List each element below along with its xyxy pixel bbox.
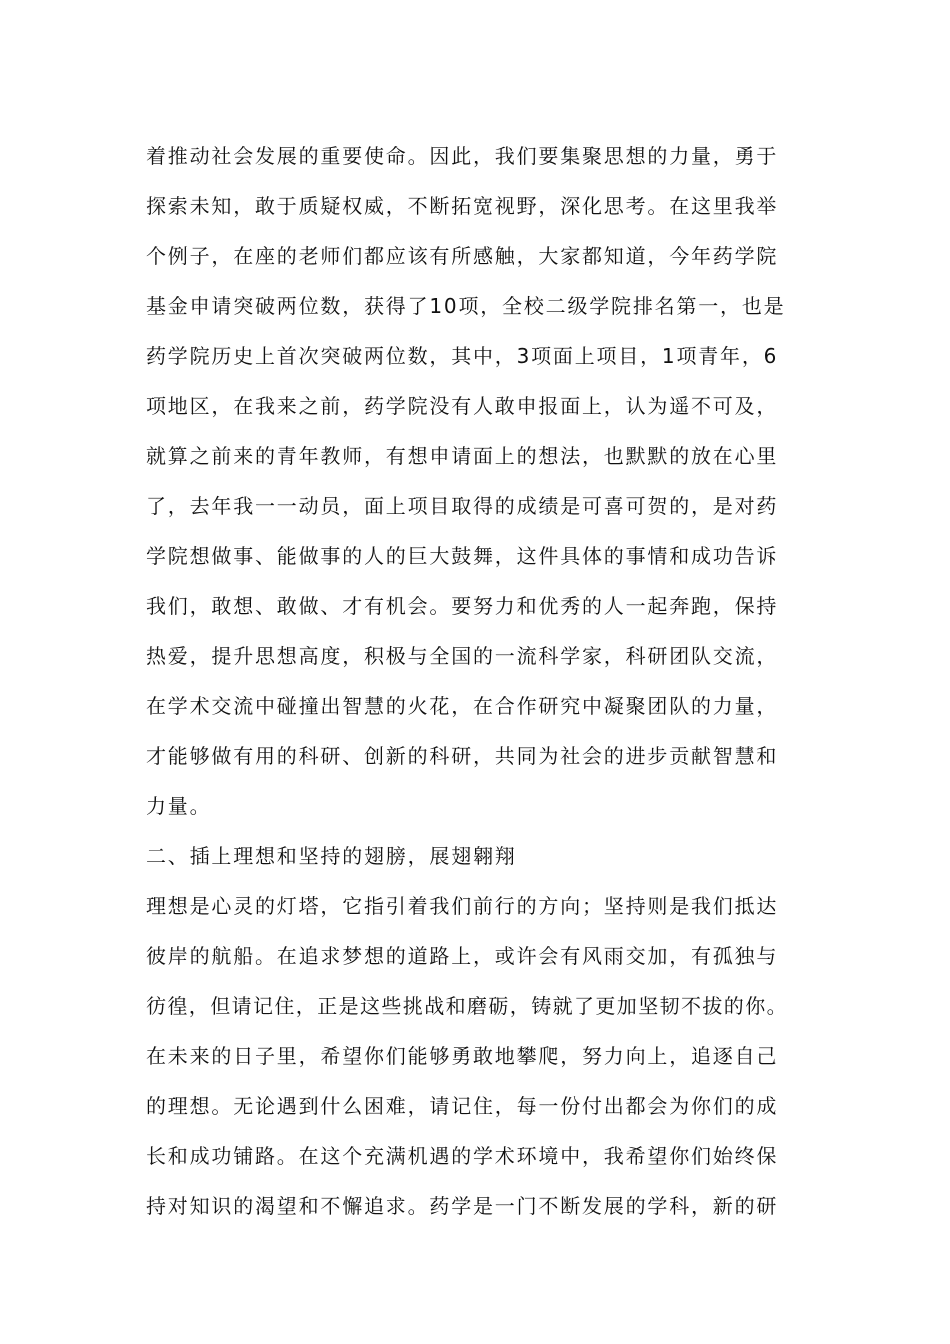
paragraph-line: 了，去年我一一动员，面上项目取得的成绩是可喜可贺的，是对药 <box>146 494 779 518</box>
paragraph-line: 探索未知，敢于质疑权威，不断拓宽视野，深化思考。在这里我举 <box>146 194 779 218</box>
paragraph-line: 才能够做有用的科研、创新的科研，共同为社会的进步贡献智慧和 <box>146 744 779 768</box>
paragraph-line: 我们，敢想、敢做、才有机会。要努力和优秀的人一起奔跑，保持 <box>146 594 779 618</box>
paragraph-line: 彼岸的航船。在追求梦想的道路上，或许会有风雨交加，有孤独与 <box>146 944 779 968</box>
paragraph-line: 的理想。无论遇到什么困难，请记住，每一份付出都会为你们的成 <box>146 1094 779 1118</box>
paragraph-line: 着推动社会发展的重要使命。因此，我们要集聚思想的力量，勇于 <box>146 144 779 168</box>
section-heading: 二、插上理想和坚持的翅膀，展翅翱翔 <box>146 844 517 868</box>
paragraph-line: 在学术交流中碰撞出智慧的火花，在合作研究中凝聚团队的力量， <box>146 694 779 718</box>
paragraph-line: 理想是心灵的灯塔，它指引着我们前行的方向；坚持则是我们抵达 <box>146 894 779 918</box>
paragraph-line: 彷徨，但请记住，正是这些挑战和磨砺，铸就了更加坚韧不拔的你。 <box>146 994 788 1018</box>
paragraph-line: 长和成功铺路。在这个充满机遇的学术环境中，我希望你们始终保 <box>146 1144 779 1168</box>
paragraph-line: 药学院历史上首次突破两位数，其中，3项面上项目，1项青年，6 <box>146 344 779 368</box>
paragraph-line: 就算之前来的青年教师，有想申请面上的想法，也默默的放在心里 <box>146 444 779 468</box>
paragraph-line: 个例子，在座的老师们都应该有所感触，大家都知道，今年药学院 <box>146 244 779 268</box>
paragraph-line: 在未来的日子里，希望你们能够勇敢地攀爬，努力向上，追逐自己 <box>146 1044 779 1068</box>
document-body <box>146 131 816 1231</box>
paragraph-line: 力量。 <box>146 794 212 818</box>
paragraph-line: 学院想做事、能做事的人的巨大鼓舞，这件具体的事情和成功告诉 <box>146 544 779 568</box>
paragraph-line: 持对知识的渴望和不懈追求。药学是一门不断发展的学科，新的研 <box>146 1194 779 1218</box>
paragraph-line: 基金申请突破两位数，获得了10项，全校二级学院排名第一，也是 <box>146 294 786 318</box>
paragraph-line: 热爱，提升思想高度，积极与全国的一流科学家，科研团队交流， <box>146 644 779 668</box>
paragraph-line: 项地区，在我来之前，药学院没有人敢申报面上，认为遥不可及， <box>146 394 779 418</box>
